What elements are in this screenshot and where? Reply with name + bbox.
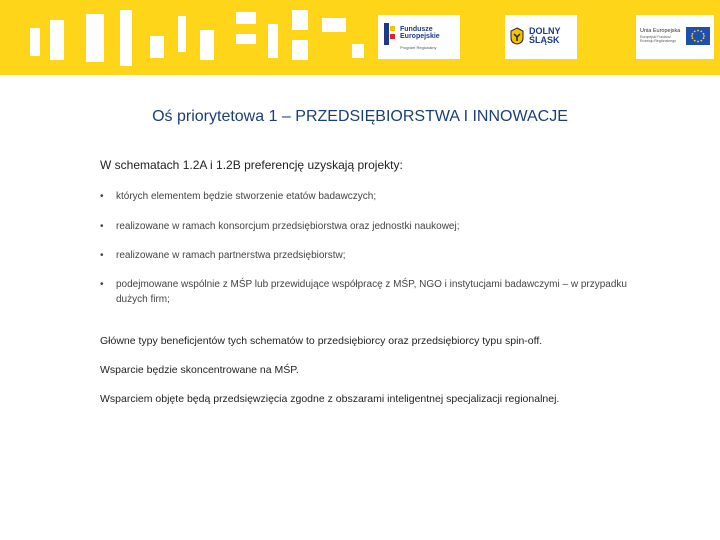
logo-fundusze-europejskie — [378, 15, 460, 59]
decor-block — [50, 20, 64, 60]
bullet-icon: • — [100, 250, 104, 261]
bullet-icon: • — [100, 279, 104, 290]
eagle-crest-icon — [509, 27, 525, 45]
decor-block — [322, 18, 346, 32]
header-band — [0, 0, 720, 75]
bullet-icon: • — [100, 191, 104, 202]
eu-flag-icon — [686, 27, 710, 45]
decor-block — [120, 10, 132, 66]
decor-block — [30, 28, 40, 56]
decor-block — [200, 30, 214, 60]
fundusze-star-icon — [384, 23, 396, 45]
list-item — [100, 277, 640, 307]
bullet-icon: • — [100, 221, 104, 232]
decor-block — [268, 24, 278, 58]
list-item-text: podejmowane wspólnie z MŚP lub przewidujące współpracę z MŚP, NGO i instytucjami badawczymi – w przypadku dużych firm; — [116, 279, 627, 305]
paragraph-smart-specialization: Wsparciem objęte będą przedsięwzięcia zgodne z obszarami inteligentnej specjalizacji regionalnej. — [100, 393, 560, 405]
logo-ue-subtitle: Europejski Fundusz Rozwoju Regionalnego — [640, 35, 676, 43]
decor-block — [86, 14, 104, 62]
list-item — [100, 219, 640, 234]
logo-fe-subtitle: Program Regionalny — [400, 45, 437, 50]
logo-fe-name: Fundusze Europejskie — [400, 26, 440, 40]
logo-ds-name: DOLNY ŚLĄSK — [529, 26, 561, 45]
list-item-text: realizowane w ramach partnerstwa przedsiębiorstw; — [116, 250, 346, 261]
list-item — [100, 189, 640, 204]
paragraph-support-focus: Wsparcie będzie skoncentrowane na MŚP. — [100, 364, 299, 376]
decor-block — [236, 12, 256, 24]
logo-dolny-slask — [505, 15, 577, 59]
intro-text: W schematach 1.2A i 1.2B preferencję uzyskają projekty: — [100, 158, 403, 172]
paragraph-beneficiaries: Główne typy beneficjentów tych schematów to przedsiębiorcy oraz przedsiębiorcy typu spin-off. — [100, 335, 543, 347]
list-item-text: których elementem będzie stworzenie etatów badawczych; — [116, 191, 377, 202]
slide-title: Oś priorytetowa 1 – PRZEDSIĘBIORSTWA I INNOWACJE — [152, 108, 568, 125]
decor-block — [178, 16, 186, 52]
list-item-text: realizowane w ramach konsorcjum przedsiębiorstwa oraz jednostki naukowej; — [116, 221, 460, 232]
decor-block — [292, 40, 308, 60]
logo-ue-name: Unia Europejska — [640, 28, 681, 34]
logo-unia-europejska — [636, 15, 714, 59]
decor-block — [236, 34, 256, 44]
decor-block — [352, 44, 364, 58]
decor-block — [150, 36, 164, 58]
decor-block — [292, 10, 308, 30]
list-item — [100, 248, 640, 263]
